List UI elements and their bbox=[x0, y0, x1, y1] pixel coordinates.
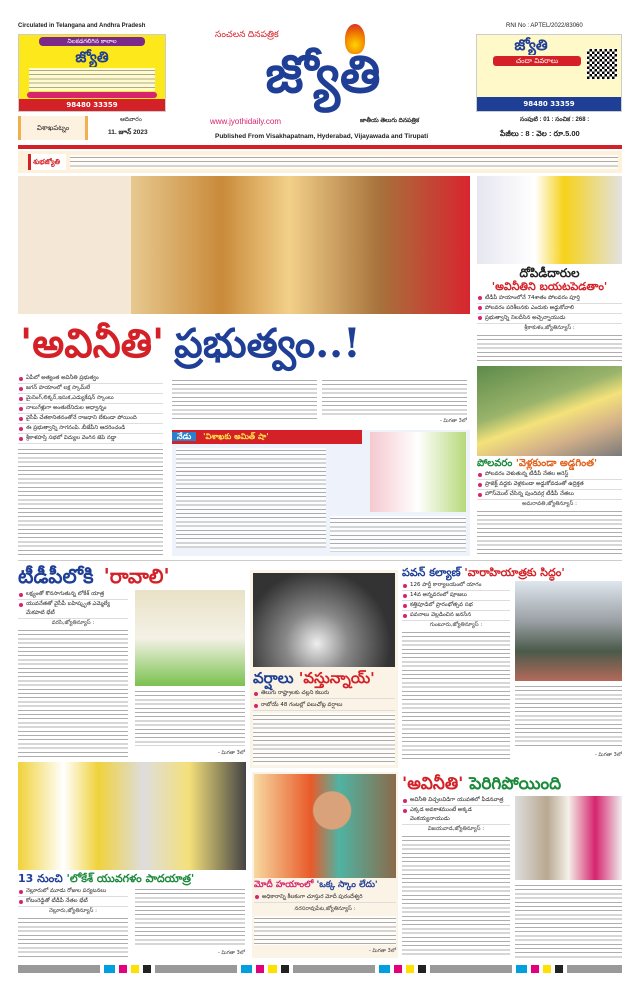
right-headline-2: 'అవినీతిని బయటపెడతాం' bbox=[491, 280, 608, 294]
rni-number: RNI No : APTEL/2022/83060 bbox=[506, 23, 583, 29]
website[interactable]: www.jyothidaily.com bbox=[210, 117, 281, 126]
corruption-headline bbox=[402, 774, 622, 794]
amit-headline: 'విశాఖకు అమిత్ షా' bbox=[203, 432, 269, 441]
lead-headline-red: 'అవినీతి' bbox=[20, 320, 165, 367]
subscription-ad-right bbox=[476, 34, 622, 112]
bullet: నాలుగేళ్లుగా అంతులేనిదుల అధ్వాన్నం bbox=[18, 404, 163, 414]
continued-label: - మిగతా 3లో bbox=[515, 751, 622, 760]
bullet: పవనాలు వెల్లడించిన జనసేన bbox=[402, 611, 510, 621]
continued-label: - మిగతా 3లో bbox=[135, 749, 245, 758]
bullet: కోటంరెడ్డితో టీడీపీ నేతల భేటీ bbox=[18, 897, 128, 907]
rain-headline bbox=[253, 669, 395, 687]
tdp-headline-1: టీడీపీలోకి bbox=[18, 564, 94, 588]
bullet: ప్రభుత్వాన్ని నిలదీసిన అచ్చెన్నాయుడు bbox=[477, 314, 622, 324]
bullet: వైసీపీ చేతకానితనంతోనే రాజధాని లేకుండా పోయింది bbox=[18, 414, 163, 424]
lead-headline-blue: ప్రభుత్వం..! bbox=[174, 320, 361, 367]
weather-satellite-image bbox=[253, 573, 395, 667]
masthead-rule bbox=[18, 145, 622, 149]
polavaram-headline bbox=[477, 458, 622, 470]
ad-phone: 98480 33359 bbox=[19, 99, 165, 111]
right-headline-1: దోపిడీదారుల bbox=[519, 266, 580, 280]
ad-logo: జ్యోతి bbox=[75, 48, 109, 66]
lead-bullets bbox=[18, 374, 163, 556]
circulation-note: Circulated in Telangana and Andhra Pradesh bbox=[18, 23, 146, 29]
tdp-headline-2: 'రావాలి' bbox=[103, 564, 170, 588]
bullet: 14వ అన్నవరంలో పూజలు bbox=[402, 591, 510, 601]
day: ఆదివారం bbox=[120, 117, 142, 123]
headline-part: వర్షాలు bbox=[253, 669, 294, 687]
bullet: ప్రాజెక్ట్ వద్దకు వెళ్లకుండా అడ్డుకోవడంతో ఉద్రిక్తత bbox=[477, 480, 622, 490]
volume-issue: సంపుటి : 01 : సంచిక : 268 : bbox=[520, 117, 590, 123]
amit-shah-box bbox=[172, 430, 470, 556]
bullet: తెలుగు రాష్ట్రాలకు చల్లని కబురు bbox=[253, 689, 395, 699]
bullet: నెల్లూరులో మూడు రోజుల పర్యటనలు bbox=[18, 887, 128, 897]
bullet: టీడీపీ హయాంలోనే 74శాతం పోలవరం పూర్తి bbox=[477, 294, 622, 304]
masthead-tagline: సంచలన దినపత్రిక bbox=[215, 29, 279, 39]
continued-label: - మిగతా 3లో bbox=[369, 948, 396, 954]
panchangam-strip bbox=[18, 151, 622, 173]
bullet: మైనింగ్,లిక్కర్,ఇసుక,ఎడ్యుకేషన్ స్కాంలు bbox=[18, 394, 163, 404]
print-color-bar bbox=[18, 965, 622, 973]
lead-photo bbox=[18, 176, 470, 314]
headline-part: 'అవినీతి' bbox=[402, 774, 464, 794]
pages-price: పేజీలు : 8 : వెల : రూ.5.00 bbox=[500, 129, 580, 138]
bullet: జగన్ హయాంలో లక్ష స్కామ్‌లే bbox=[18, 384, 163, 394]
modi-headline bbox=[254, 880, 396, 891]
panchangam-label: శుభజ్యోతి bbox=[28, 154, 66, 170]
lokesh-padayatra-photo bbox=[18, 762, 246, 870]
dateline: నరసరావుపేట,జ్యోతిన్యూస్ : bbox=[294, 905, 356, 912]
purandeswari-photo bbox=[254, 774, 396, 878]
bullet: శ్రీకాళహస్తి సభలో విద్యుల వెంగిన జెపి నడ్డా bbox=[18, 434, 163, 444]
ad-title: నిలకడగలిగిన కాలాల bbox=[39, 37, 145, 46]
pawan-photo bbox=[515, 581, 622, 681]
dateline: అమరావతి,జ్యోతిన్యూస్ : bbox=[522, 501, 577, 507]
headline-part: పోలవరం bbox=[477, 458, 513, 469]
dateline: నెల్లూరు,జ్యోతిన్యూస్ : bbox=[48, 908, 98, 915]
dateline: వరసి,జ్యోతిన్యూస్ : bbox=[51, 620, 95, 626]
bullet: కత్తిపూడిలో ప్రారంభోత్సవ సభ bbox=[402, 601, 510, 611]
ad-label: చందా వివరాలు bbox=[493, 56, 581, 66]
lead-headline bbox=[20, 316, 470, 372]
national-tagline: జాతీయ తెలుగు దినపత్రిక bbox=[360, 118, 420, 124]
dateline: గుంటూరు,జ్యోతిన్యూస్ : bbox=[429, 622, 483, 629]
bullet: హౌస్‌మొల్ చేసిన్న పుందివర్గ టీడీపీ నేతలు bbox=[477, 490, 622, 500]
published-from: Published From Visakhapatnam, Hyderabad, Vijayawada and Tirupati bbox=[215, 133, 429, 140]
bullet: యువనేతతో వైసీపీ బహిష్కృత ఎమ్మెల్యే మేకపాటి భేటీ bbox=[18, 600, 128, 619]
masthead-logo: జ్యోతి bbox=[265, 44, 381, 105]
date: 11. జూన్ 2023 bbox=[108, 129, 148, 136]
bullet: అధికారాన్ని కీలకంగా చూస్తుర మోదీ పురందేశ్వరి bbox=[254, 893, 396, 903]
headline-part: మోదీ హయాంలో bbox=[254, 880, 314, 890]
headline-part: 'వారాహియాత్రకు సిద్ధం' bbox=[464, 566, 565, 579]
dateline: విజయవాడ,జ్యోతిన్యూస్ : bbox=[427, 826, 485, 833]
bullet: 126 పార్టీ కార్యాలయంలో యాగం bbox=[402, 581, 510, 591]
headline-part: 13 నుంచి bbox=[18, 872, 63, 885]
bullet: ఈ ప్రభుత్వాన్ని సాగనంపి..బీజేపీని ఆదరించండి bbox=[18, 424, 163, 434]
headline-part: పెరిగిపోయింది bbox=[469, 774, 562, 794]
continued-label: - మిగతా 3లో bbox=[135, 949, 245, 958]
subscription-ad-left bbox=[18, 34, 166, 112]
bullet: ఎక్కడ అవకాశముంటే అక్కడ వెంకయ్యనాయుడు bbox=[402, 806, 510, 825]
tdp-headline bbox=[18, 564, 246, 588]
bullet: రాబోయే 48 గంటల్లో పలుచోట్ల వర్షాలు bbox=[253, 701, 395, 711]
amit-shah-photo bbox=[370, 432, 466, 512]
continued-label: - మిగతా 3లో bbox=[322, 417, 467, 426]
amit-prefix: నేడు bbox=[172, 432, 196, 441]
bullet: లక్ష్యంతో కొనసాగుతున్న లోకేశ్ యాత్ర bbox=[18, 590, 128, 600]
pawan-headline bbox=[402, 566, 622, 579]
tdp-photo bbox=[135, 590, 245, 686]
lokesh-headline bbox=[18, 872, 246, 885]
bullet: అవినీతి విచ్చలవిడిగా యువతలో పీడనవాత్ర bbox=[402, 796, 510, 806]
headline-part: 'వెళ్లకుండా అడ్డగింత' bbox=[515, 458, 598, 469]
bullet: పోలవరం వెళుతున్న టీడీపీ నేతల అరెస్ట్ bbox=[477, 470, 622, 480]
dateline: శ్రీకాకుళం,జ్యోతిన్యూస్ : bbox=[524, 324, 575, 331]
headline-part: 'ఒక్క స్కాం లేదు' bbox=[316, 880, 378, 890]
bullet: ఏపీలో అత్యంత అవినీతి ప్రభుత్వం bbox=[18, 374, 163, 384]
ad-logo: జ్యోతి bbox=[514, 36, 548, 54]
ad-phone: 98480 33359 bbox=[477, 97, 621, 111]
bullet: పోలవరం పరిశీలనకు ఎందుకు అడ్డుకోవాలి bbox=[477, 304, 622, 314]
lamp-lighting-photo bbox=[515, 796, 622, 880]
polavaram-photo bbox=[477, 366, 622, 456]
headline-part: పవన్ కల్యాణ్ bbox=[402, 566, 461, 579]
headline-part: 'వస్తున్నాయ్' bbox=[298, 669, 375, 687]
edition-city: విశాఖపట్నం bbox=[18, 116, 88, 140]
acchennaidu-photo bbox=[477, 176, 622, 264]
headline-part: 'లోకేశ్ యువగళం పాదయాత్ర' bbox=[66, 872, 195, 885]
qr-code-icon bbox=[587, 49, 617, 79]
